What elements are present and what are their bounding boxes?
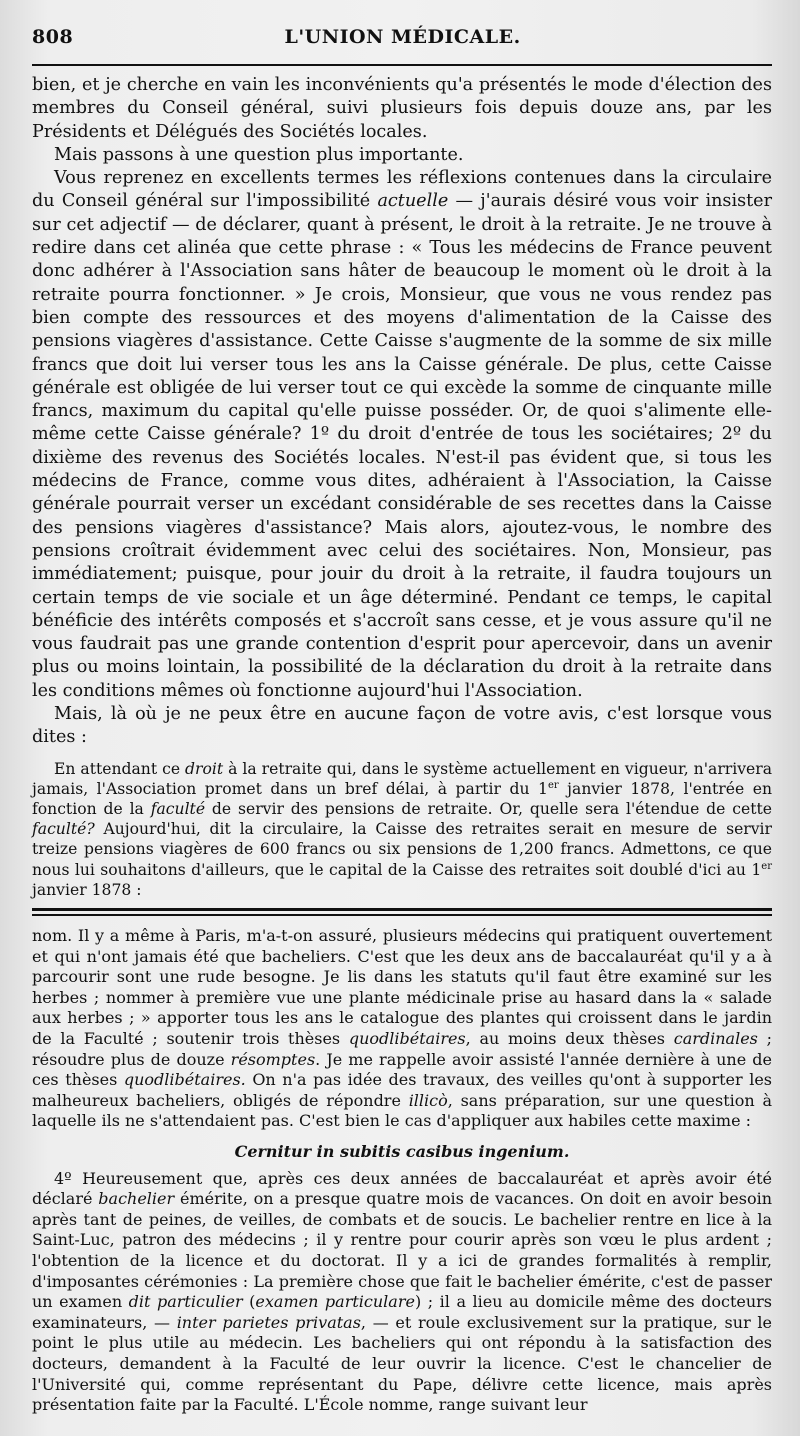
feuilleton-separator (32, 908, 772, 916)
feuilleton-paragraph: nom. Il y a même à Paris, m'a-t-on assuré, plusieurs médecins qui pratiquent ouvertement et qui n'ont jamais été que bacheliers. C'est que les deux ans de baccalauréat qu'il y a à parcourir sont une rude besogne. Je lis dans les statuts qu'il faut être examiné sur les herbes ; nommer à première vue une plante médicinale prise au hasard dans la « salade aux herbes ; » apporter tous les ans le catalogue des plantes qui croissent dans le jardin de la Faculté ; soutenir trois thèses quodlibétaires, au moins deux thèses cardinales ; résoudre plus de douze résomptes. Je me rappelle avoir assisté l'année dernière à une de ces thèses quodlibétaires. On n'a pas idée des travaux, des veilles qu'ont à supporter les malheureux bacheliers, obligés de répondre illicò, sans préparation, sur une question à laquelle ils ne s'attendaient pas. C'est bien le cas d'appliquer aux habiles cette maxime : (32, 926, 773, 1131)
header-rule (32, 64, 772, 66)
main-article (32, 74, 772, 750)
article-paragraph: bien, et je cherche en vain les inconvénients qu'a présentés le mode d'élection des membres du Conseil général, suivi plusieurs fois depuis douze ans, par les Présidents et Délégués des Sociétés locales. (32, 75, 772, 142)
feuilleton-section (32, 926, 772, 1416)
article-paragraph: Vous reprenez en excellents termes les réflexions contenues dans la circulaire du Conseil général sur l'impossibilité actuelle — j'aurais désiré vous voir insister sur cet adjectif — de déclarer, quant à présent, le droit à la retraite. Je ne trouve à redire dans cet alinéa que cette phrase : « Tous les médecins de France peuvent donc adhérer à l'Association sans hâter de beaucoup le moment où le droit à la retraite pourra fonctionner. » Je crois, Monsieur, que vous ne vous rendez pas bien compte des ressources et des moyens d'alimentation de la Caisse des pensions viagères d'assistance. Cette Caisse s'augmente de la somme de six mille francs que doit lui verser tous les ans la Caisse générale. De plus, cette Caisse générale est obligée de lui verser tout ce qui excède la somme de cinquante mille francs, maximum du capital qu'elle puisse posséder. Or, de quoi s'alimente elle-même cette Caisse générale? 1º du droit d'entrée de tous les sociétaires; 2º du dixième des revenus des Sociétés locales. N'est-il pas évident que, si tous les médecins de France, comme vous dites, adhéraient à l'Association, la Caisse générale pourrait verser un excédant considérable de ses recettes dans la Caisse des pensions viagères d'assistance? Mais alors, ajoutez-vous, le nombre des pensions croîtrait évidemment avec celui des sociétaires. Non, Monsieur, pas immédiatement; puisque, pour jouir du droit à la retraite, il faudra toujours un certain temps de vie sociale et un âge déterminé. Pendant ce temps, le capital bénéficie des intérêts composés et s'accroît sans cesse, et je vous assure qu'il ne vous faudrait pas une grande contention d'esprit pour apercevoir, dans un avenir plus ou moins lointain, la possibilité de la déclaration du droit à la retraite dans les conditions mêmes où fonctionne aujourd'hui l'Association. (32, 168, 772, 701)
latin-maxim: Cernitur in subitis casibus ingenium. (234, 1141, 570, 1161)
quoted-circular (32, 759, 772, 900)
quote-paragraph: En attendant ce droit à la retraite qui, dans le système actuellement en vigueur, n'arrivera jamais, l'Association promet dans un bref délai, à partir du 1er janvier 1878, l'entrée en fonction de la faculté de servir des pensions de retraite. Or, quelle sera l'étendue de cette faculté? Aujourd'hui, dit la circulaire, la Caisse des retraites serait en mesure de servir treize pensions viagères de 600 francs ou six pensions de 1,200 francs. Admettons, ce que nous lui souhaitons d'ailleurs, que le capital de la Caisse des retraites soit doublé d'ici au 1er janvier 1878 : (32, 759, 772, 899)
article-paragraph: Mais, là où je ne peux être en aucune façon de votre avis, c'est lorsque vous dites : (32, 704, 772, 748)
page-number: 808 (32, 26, 74, 48)
feuilleton-paragraph: 4º Heureusement que, après ces deux années de baccalauréat et après avoir été déclaré bachelier émérite, on a presque quatre mois de vacances. On doit en avoir besoin après tant de peines, de veilles, de combats et de soucis. Le bachelier rentre en lice à la Saint-Luc, patron des médecins ; il y rentre pour courir après son vœu le plus ardent ; l'obtention de la licence et du doctorat. Il y a ici de grandes formalités à remplir, d'imposantes cérémonies : La première chose que fait le bachelier émérite, c'est de passer un examen dit particulier (examen particulare) ; il a lieu au domicile même des docteurs examinateurs, — inter parietes privatas, — et roule exclusivement sur la pratique, sur le point le plus utile au médecin. Les bacheliers qui ont répondu à la satisfaction des docteurs, demandent à la Faculté de leur ouvrir la licence. C'est le chancelier de l'Université qui, comme représentant du Pape, délivre cette licence, mais après présentation faite par la Faculté. L'École nomme, range suivant leur (32, 1168, 773, 1415)
article-paragraph: Mais passons à une question plus importante. (54, 144, 464, 165)
page-header (32, 26, 772, 60)
journal-title: L'UNION MÉDICALE. (284, 26, 521, 48)
